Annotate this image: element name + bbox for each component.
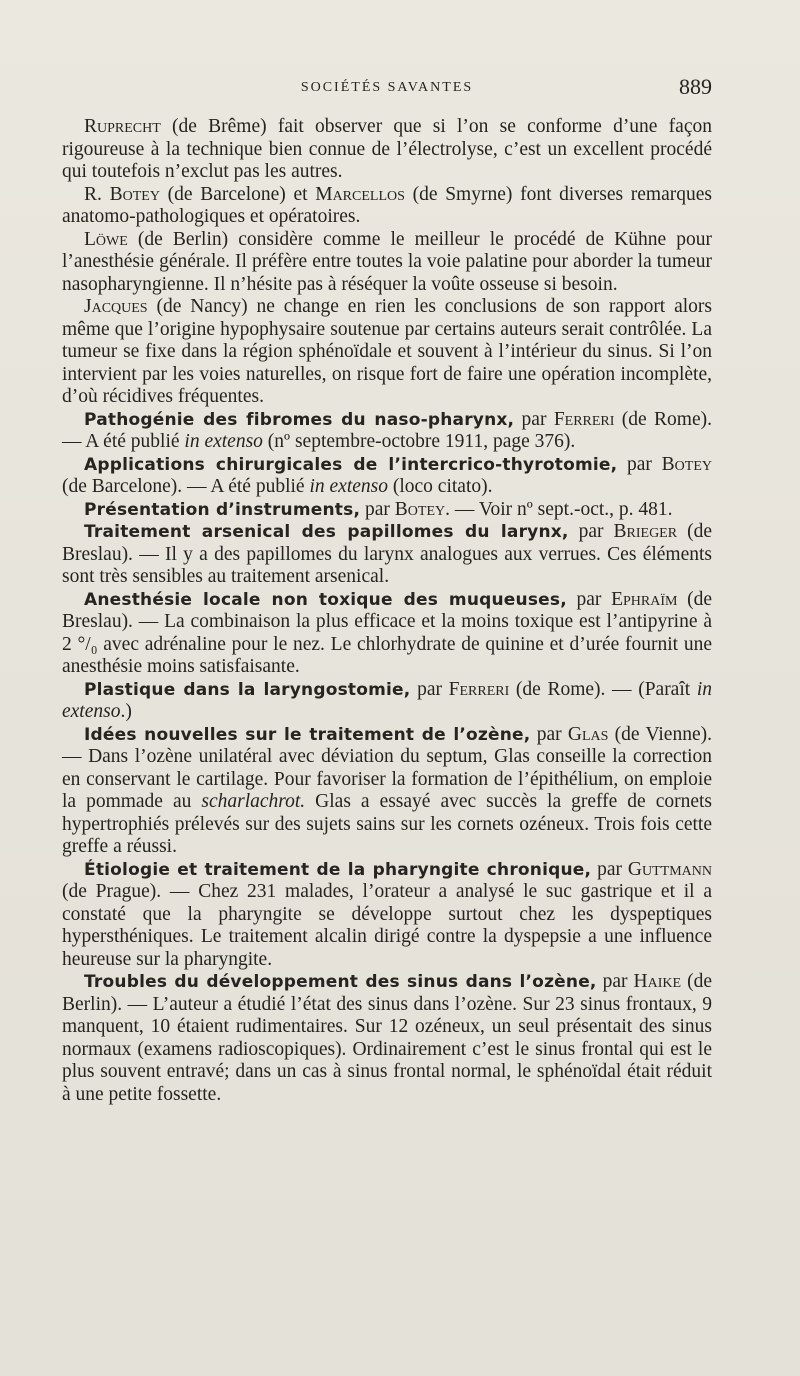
text-run: (de Nancy) ne change en rien les conclusions de son rapport alors même que l’origine hypophysaire soutenue par certains auteurs serait contrôlée. La tumeur se fixe dans la région sphénoïdale et souvent à l’intérieur du sinus. Si l’on intervient par les voies naturelles, on risque fort de faire une opération incomplète, d’où récidives fréquentes. [62,296,712,407]
text-run: (de Breslau). — Il y a des papillomes du larynx analogues aux verrues. Ces éléments sont très sensibles au traitement arsenical. [62,521,712,587]
text-run: par [596,971,634,992]
text-run: (de Rome). — A été publié [62,408,712,452]
text-run: (de Barcelone) et [159,183,316,205]
text-run: (de Brême) fait observer que si l’on se conforme d’une façon rigoureuse à la technique bien connue de l’électrolyse, c’est un excellent procédé qui toutefois n’exclut pas les autres. [62,116,712,182]
text-run: par [530,723,568,745]
text-run: (loco citato). [387,476,493,497]
author-name: Löwe [84,228,128,250]
entry-title: Applications chirurgicales de l’intercrico-thyrotomie, [84,454,618,475]
paragraph-entry-plastique [62,679,712,724]
italic-text: scharlachrot. [201,791,306,812]
paragraph-entry-jacques [62,296,712,409]
text-run: (de Barcelone). — A été publié [62,476,310,497]
entry-title: Pathogénie des fibromes du naso-pharynx, [84,409,515,430]
paragraph-entry-applications [62,454,712,499]
text-run: (de Vienne). — Dans l’ozène unilatéral avec déviation du septum, Glas conseille la correction en conservant le cartilage. Pour favoriser la formation de l’épithélium, on emploie la pommade au [62,723,712,812]
text-run: Glas a essayé avec succès la greffe de cornets hypertrophiés prélevés sur des sujets sains sur les cornets ozéneux. Trois fois cette greffe a réussi. [62,791,713,857]
text-run: (de Breslau). — La combinaison la plus efficace et la moins toxique est l’antipyrine à 2 °/₀ avec adrénaline pour le nez. Le chlorhydrate de quinine et d’urée fournit une anesthésie moins satisfaisante. [62,588,713,677]
entry-title: Plastique dans la laryngostomie, [84,679,411,700]
text-run: par [410,678,449,700]
text-run: par [568,521,614,542]
paragraph-entry-botey-marcellos [62,184,712,229]
paragraph-entry-ruprecht [62,116,712,184]
text-run: par [591,858,628,880]
paragraph-entry-traitement-arsenical [62,521,712,589]
author-name: Jacques [84,296,148,317]
text-run: par [566,588,612,610]
paragraph-entry-troubles [62,971,712,1106]
entry-title: Idées nouvelles sur le traitement de l’ozène, [84,724,531,745]
text-run: (de Rome). — (Paraît [509,678,697,700]
entry-title: Traitement arsenical des papillomes du larynx, [84,522,569,542]
author-name: Glas [567,723,609,745]
text-run: R. [84,183,110,205]
page-number: 889 [679,74,712,99]
author-name: Botey [394,498,446,520]
paragraph-entry-pathogenie [62,409,712,454]
author-name: Marcellos [315,183,405,205]
text-run: . — Voir nº sept.-oct., p. 481. [445,498,673,520]
page-header [62,72,712,102]
author-name: Guttmann [627,858,712,880]
text-run: par [617,453,662,475]
page-body [62,116,712,1106]
entry-title: Présentation d’instruments, [84,499,361,520]
paragraph-entry-presentation [62,499,712,522]
text-run: (de Berlin). — L’auteur a étudié l’état des sinus dans l’ozène. Sur 23 sinus frontaux, 9 manquent, 10 étaient rudimentaires. Sur 12 ozéneux, un seul présentait des sinus normaux (examens radioscopiques). Ordinairement c’est le sinus frontal qui est le plus souvent entravé; dans un cas à sinus frontal normal, le sphénoïdal était réduit à une petite fossette. [62,971,712,1105]
text-run: (de Smyrne) font diverses remarques anatomo-pathologiques et opératoires. [62,183,712,227]
entry-title: Étiologie et traitement de la pharyngite chronique, [84,859,592,880]
paragraph-entry-lowe [62,229,712,297]
entry-title: Troubles du développement des sinus dans l’ozène, [84,972,597,992]
author-name: Ferreri [448,678,510,700]
text-run: .) [120,701,132,722]
italic-text: in extenso [62,678,712,722]
entry-title: Anesthésie locale non toxique des muqueuses, [84,589,567,610]
author-name: Botey [661,453,712,475]
paragraph-entry-etiologie [62,859,712,972]
running-head: SOCIÉTÉS SAVANTES [300,80,474,95]
paragraph-entry-anesthesie-locale [62,589,712,679]
text-run: par [360,498,395,520]
author-name: Ephraïm [611,588,678,610]
author-name: Brieger [613,521,678,542]
author-name: Ferreri [553,408,615,430]
italic-text: in extenso [184,431,263,452]
author-name: Haike [633,971,682,992]
author-name: Ruprecht [84,116,161,137]
author-name: Botey [109,183,160,205]
text-run: (nº septembre-octobre 1911, page 376). [262,431,576,452]
text-run: par [514,408,554,430]
text-run: (de Prague). — Chez 231 malades, l’orateur a analysé le suc gastrique et il a constaté que la pharyngite se développe surtout chez les dyspeptiques hypersthéniques. Le traitement alcalin dirigé contre la dyspepsie a une influence heureuse sur la pharyngite. [62,881,712,970]
paragraph-entry-idees-nouvelles [62,724,712,859]
text-run: (de Berlin) considère comme le meilleur le procédé de Kühne pour l’anesthésie générale. Il préfère entre toutes la voie palatine pour aborder la tumeur nasopharyngienne. Il n’hésite pas à réséquer la voûte osseuse si besoin. [62,228,712,295]
italic-text: in extenso [309,476,388,497]
